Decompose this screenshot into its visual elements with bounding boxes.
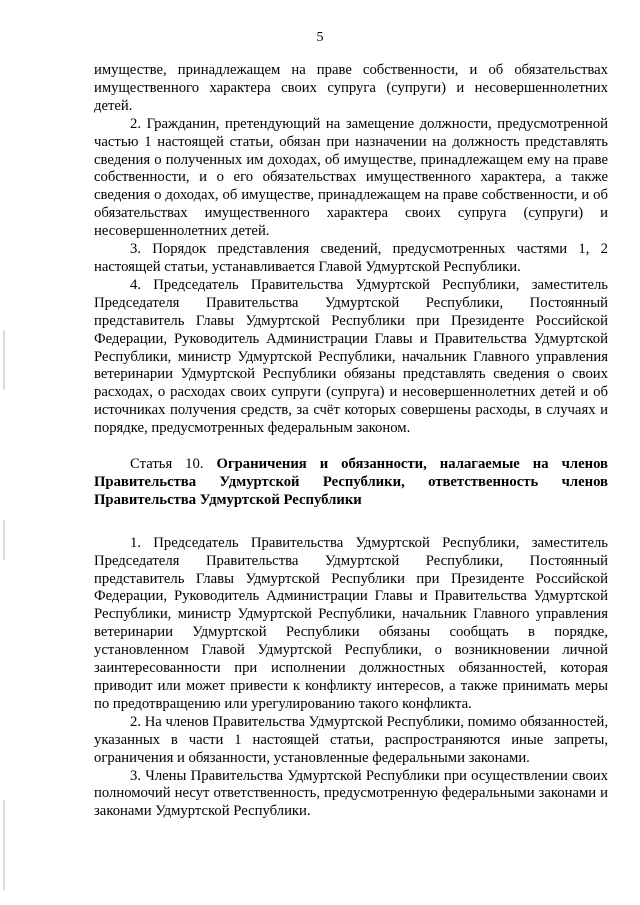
paragraph-part-4: 4. Председатель Правительства Удмуртской Республики, заместитель Председателя Правительства Удмуртской Республики, Постоянный представитель Главы Удмуртской Республики при Президенте Российской Федерации, Руководитель Администрации Главы и Правительства Удмуртской Республики, министр Удмуртской Республики, начальник Главного управления ветеринарии Удмуртской Республики обязаны представлять сведения о своих расходах, о расходах своих супруги (супруга) и несовершеннолетних детей и об источниках получения средств, за счёт которых совершены расходы, в случаях и порядке, предусмотренных федеральным законом. [94, 276, 608, 437]
paragraph-part-3: 3. Порядок представления сведений, предусмотренных частями 1, 2 настоящей статьи, устанавливается Главой Удмуртской Республики. [94, 241, 608, 275]
article-paragraph-1: 1. Председатель Правительства Удмуртской Республики, заместитель Председателя Правительства Удмуртской Республики, Постоянный представитель Главы Удмуртской Республики при Президенте Российской Федерации, Руководитель Администрации Главы и Правительства Удмуртской Республики, министр Удмуртской Республики, начальник Главного управления ветеринарии Удмуртской Республики обязаны сообщать в порядке, установленном Главой Удмуртской Республики, о возникновении личной заинтересованности при исполнении должностных обязанностей, которая приводит или может привести к конфликту интересов, а также принимать меры по предотвращению или урегулированию такого конфликта. [94, 534, 608, 712]
document-body [94, 62, 608, 821]
scan-margin-mark [3, 800, 5, 890]
page-number: 5 [316, 30, 324, 45]
paragraph-part-2: 2. Гражданин, претендующий на замещение должности, предусмотренной частью 1 настоящей статьи, обязан при назначении на должность представлять сведения о полученных им доходах, об имуществе, принадлежащем ему на праве собственности, и о его обязательствах имущественного характера, а также сведения о доходах, об имуществе, принадлежащем на праве собственности, и об обязательствах имущественного характера своих супруга (супруги) и несовершеннолетних детей. [94, 115, 608, 240]
article-heading [94, 456, 608, 510]
article-number: Статья 10. [130, 456, 204, 473]
scan-margin-mark [3, 520, 5, 560]
article-paragraph-2: 2. На членов Правительства Удмуртской Республики, помимо обязанностей, указанных в части 1 настоящей статьи, распространяются иные запреты, ограничения и обязанности, установленные федеральными законами. [94, 713, 608, 766]
article-paragraph-3: 3. Члены Правительства Удмуртской Республики при осуществлении своих полномочий несут ответственность, предусмотренную федеральными законами и законами Удмуртской Республики. [94, 767, 608, 820]
paragraph-continuation: имуществе, принадлежащем на праве собственности, и об обязательствах имущественного характера своих супруга (супруги) и несовершеннолетних детей. [94, 62, 608, 114]
article-title: Ограничения и обязанности, налагаемые на членов Правительства Удмуртской Республики, ответственность членов Правительства Удмуртской Республики [94, 456, 608, 508]
scan-margin-mark [3, 330, 5, 390]
